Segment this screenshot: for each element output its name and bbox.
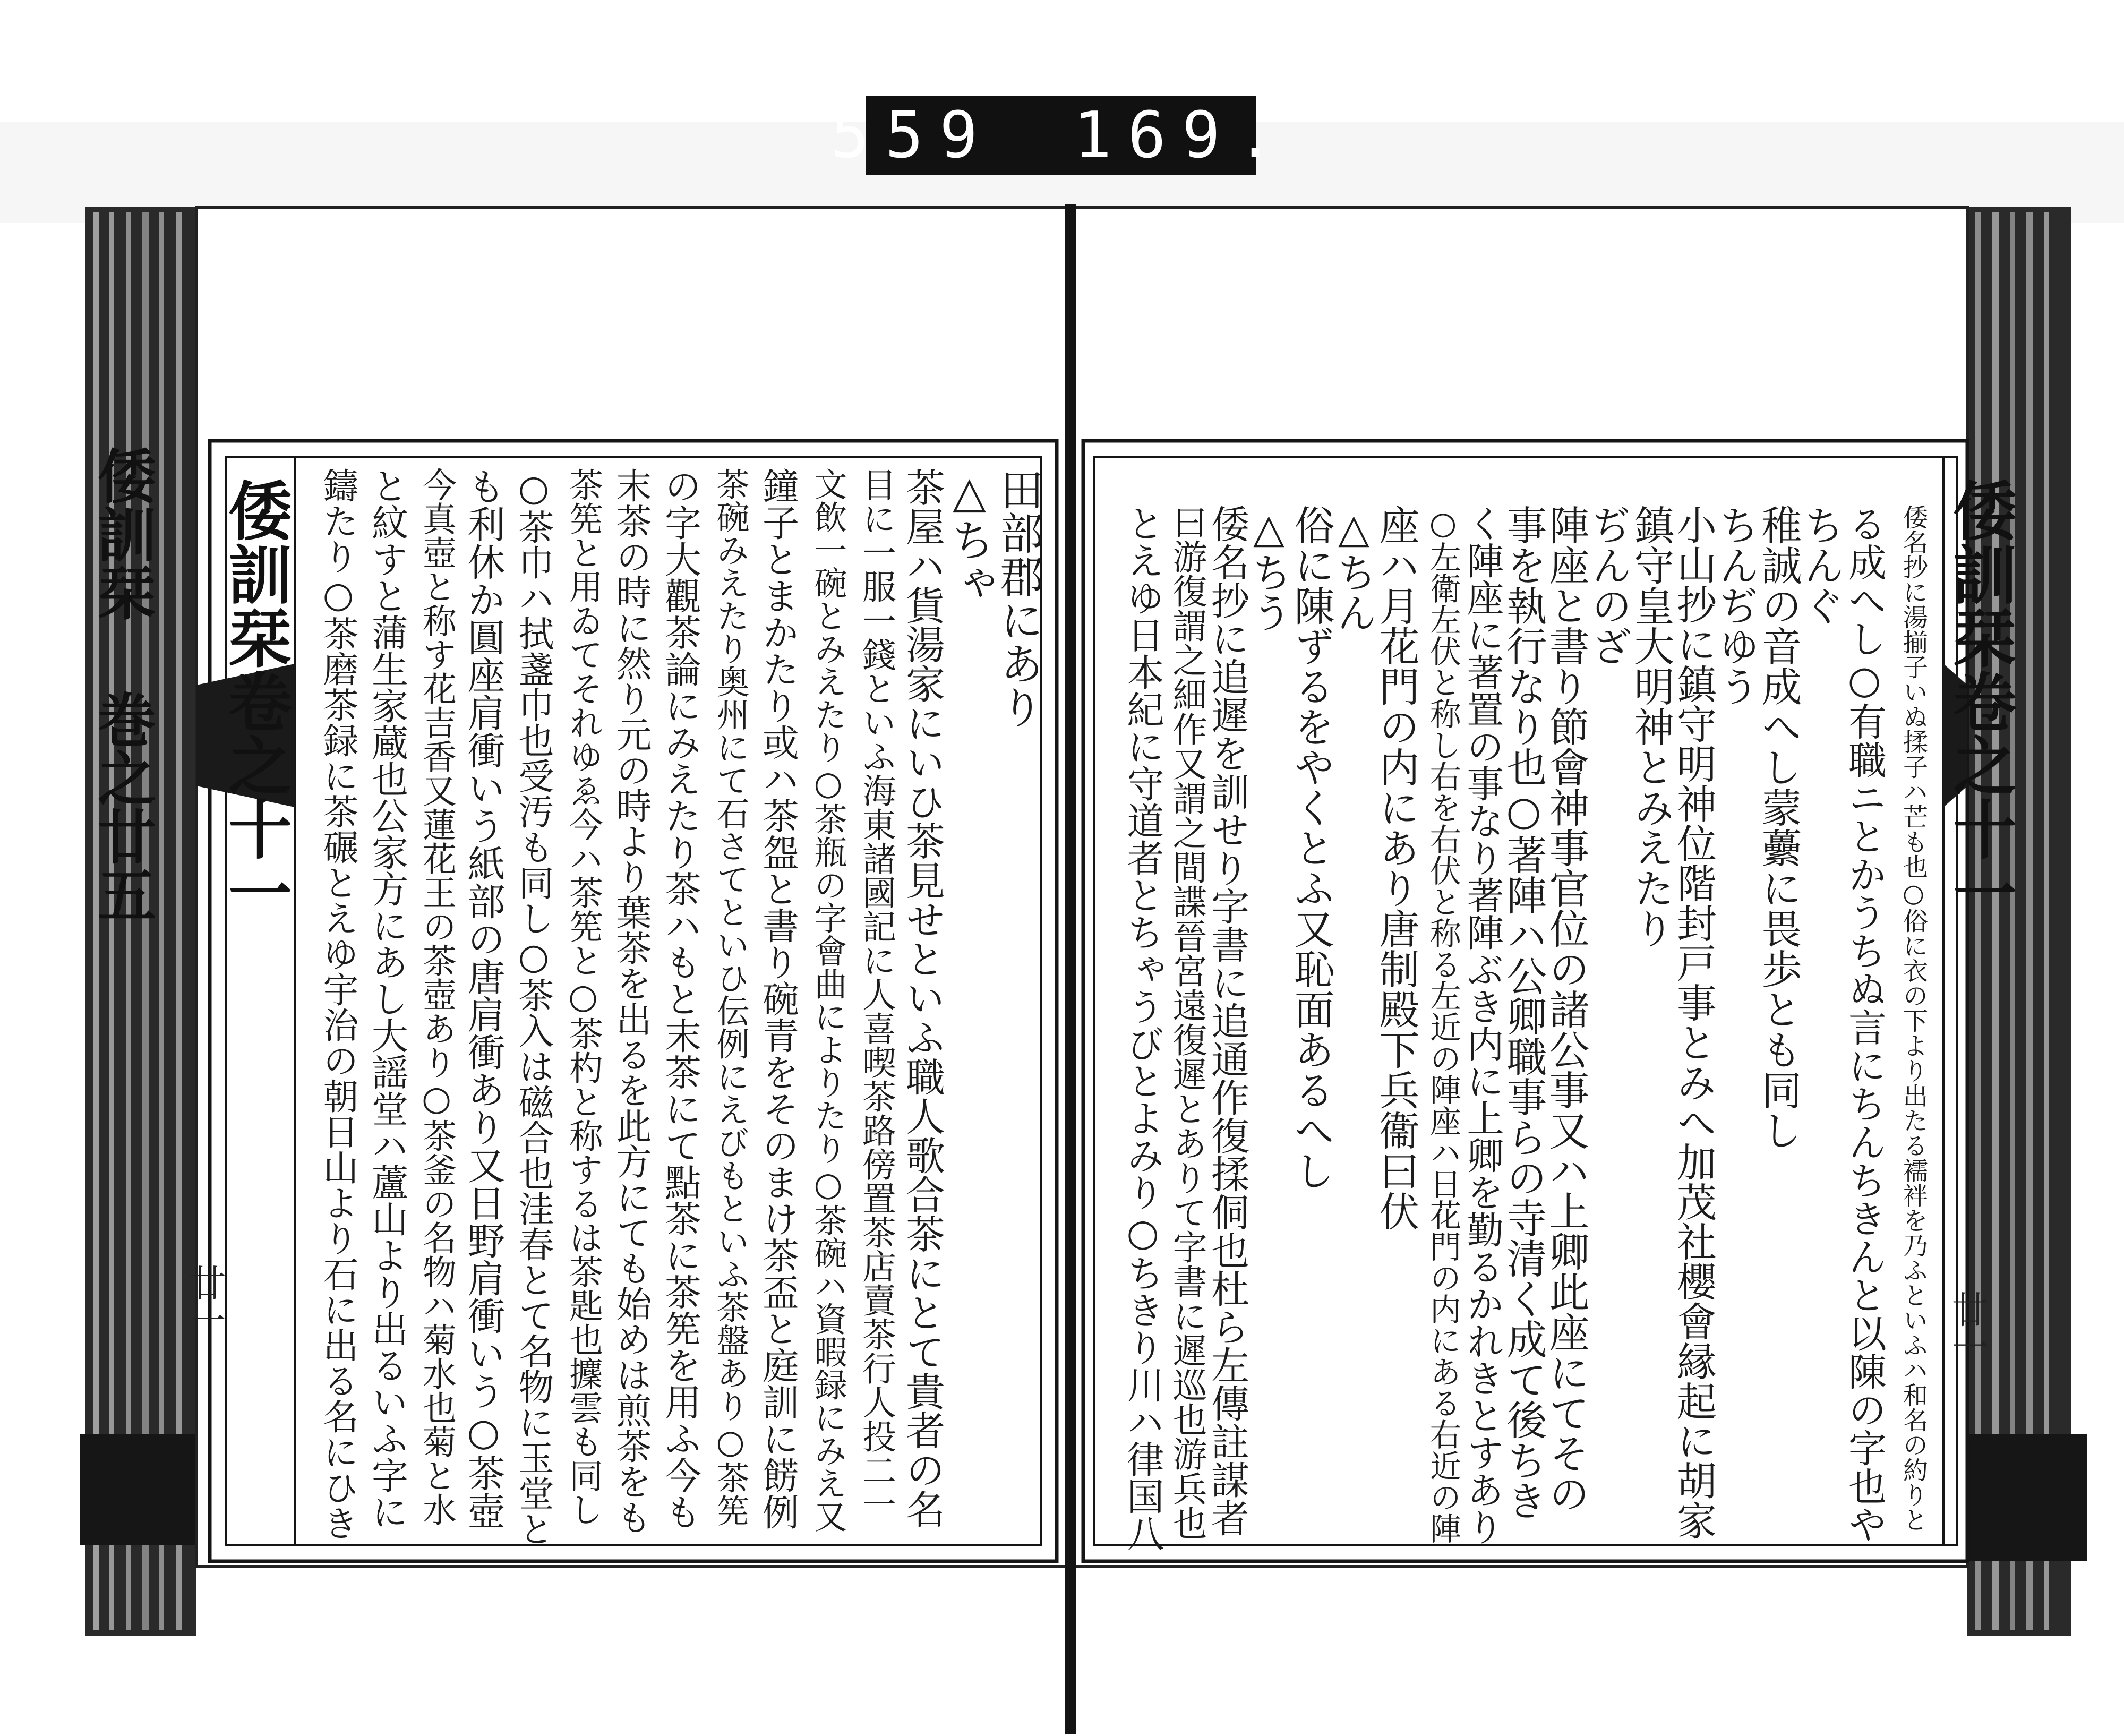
text-column: ちんぢゆう bbox=[1712, 504, 1760, 706]
text-column: ちんぐ bbox=[1797, 504, 1845, 626]
left-page-folio: 廿一 bbox=[183, 1264, 226, 1338]
text-column: ○左衛左伏と称し右を右伏と称る左近の陣座ハ日花門の内にある右近の陣 bbox=[1425, 504, 1461, 1544]
text-column: 文飲一碗とみえたり○茶瓶の字會曲によりたり○茶碗ハ資暇録にみえ又 bbox=[809, 467, 847, 1533]
text-column: ぢんのざ bbox=[1585, 504, 1632, 666]
text-column: 座ハ月花門の内にあり唐制殿下兵衞曰伏 bbox=[1373, 504, 1420, 1231]
frame-number: 169. bbox=[1073, 98, 1291, 173]
text-column: 事を執行なり也○著陣ハ公卿職事らの寺清く成て後ちき bbox=[1500, 504, 1547, 1520]
text-column: 稚誠の音成へし蒙虆に畏歩とも同し bbox=[1755, 504, 1802, 1150]
text-column: ○茶巾ハ拭盞巾也受汚も同し○茶入は磁合也洼春とて名物に玉堂と bbox=[513, 467, 554, 1546]
text-column: 鐘子とまかたり或ハ茶盌と書り碗青をそのまけ茶盃と庭訓に餝例 bbox=[756, 467, 799, 1530]
text-column: △ちう bbox=[1245, 504, 1292, 632]
text-column: とえゆ日本紀に守道者とちゃうびとよみり○ちきり川ハ律国八 bbox=[1121, 504, 1164, 1552]
text-column: 倭名抄に追遲を訓せり字書に追通作復揉侗也杜ら左傳註謀者 bbox=[1205, 504, 1249, 1537]
text-column: 曰游復謂之細作又謂之間諜晉宮遠復遲とありて字書に遲巡也游兵也 bbox=[1167, 504, 1206, 1540]
text-column: 倭名抄に湯揃子いぬ揉子ハ芒も也○俗に衣の下より出たる襦袢を乃ふといふハ和名の約りと bbox=[1899, 504, 1928, 1532]
text-column: 茶筅と用ゐてそれゆゑ今ハ茶筅と○茶杓と称するは茶匙也攈雲も同し bbox=[563, 467, 603, 1526]
text-column: る成へし○有職ニとかうちぬ言にちんちきんと以陳の字也や bbox=[1842, 504, 1887, 1543]
text-column: 小山抄に鎮守明神位階封戸事とみへ加茂社櫻會縁起に胡家 bbox=[1671, 504, 1717, 1540]
text-column: 目に一服一錢といふ海東諸國記に人喜喫茶路傍置茶店賣茶行人投二一 bbox=[857, 467, 896, 1521]
text-column: 茶碗みえたり奥州にて石さてといひ伝例にえびもといふ茶盤あり○茶筅 bbox=[711, 467, 750, 1527]
left-book-side-label: 倭訓栞 巻之廿五 bbox=[88, 446, 157, 923]
film-label bbox=[830, 96, 1291, 175]
text-column: 陣座と書り節會神事官位の諸公事又ハ上卿此座にてその bbox=[1543, 504, 1590, 1513]
right-page-folio: 廿一 bbox=[1946, 1290, 1989, 1365]
text-column: と紋すと蒲生家蔵也公家方にあし大謡堂ハ蘆山より出るいふ字に bbox=[365, 467, 408, 1530]
text-column: の字大觀茶論にみえたり茶ハもと末茶にて點茶に茶筅を用ふ今も bbox=[658, 467, 701, 1530]
text-column: も利休か圓座肩衝いう紙部の唐肩衝あり又日野肩衝いう○茶壺 bbox=[461, 467, 506, 1529]
right-page-header: 倭訓栞卷之十一 bbox=[1942, 478, 2017, 924]
text-column: 鑄たり○茶磨茶録に茶碾とえゆ宇治の朝日山より石に出る名にひき bbox=[318, 467, 359, 1541]
left-page-header: 倭訓栞卷之十一 bbox=[218, 478, 293, 924]
text-column: △ちゃ bbox=[944, 467, 995, 605]
reel-number: 559 bbox=[830, 98, 994, 173]
text-column: 末茶の時に然り元の時より葉茶を出るを此方にても始めは煎茶をも bbox=[611, 467, 652, 1535]
text-column: 鎮守皇大明神とみえたり bbox=[1628, 504, 1675, 948]
text-column: く陣座に著置の事なり著陣ぶき内に上卿を勤るかれきとすあり bbox=[1461, 504, 1504, 1545]
text-column: 田部郡にあり bbox=[993, 467, 1043, 729]
text-column: △ちん bbox=[1330, 504, 1377, 632]
text-column: 今真壺と称す花吉香又蓮花王の茶壺あり○茶釜の名物ハ菊水也菊と水 bbox=[417, 467, 456, 1526]
text-column: 茶屋ハ貨湯家にいひ茶見せといふ職人歌合茶にとて貴者の名 bbox=[900, 467, 945, 1528]
text-column: 俗に陳ずるをやくとふ又恥面あるへし bbox=[1288, 504, 1335, 1191]
